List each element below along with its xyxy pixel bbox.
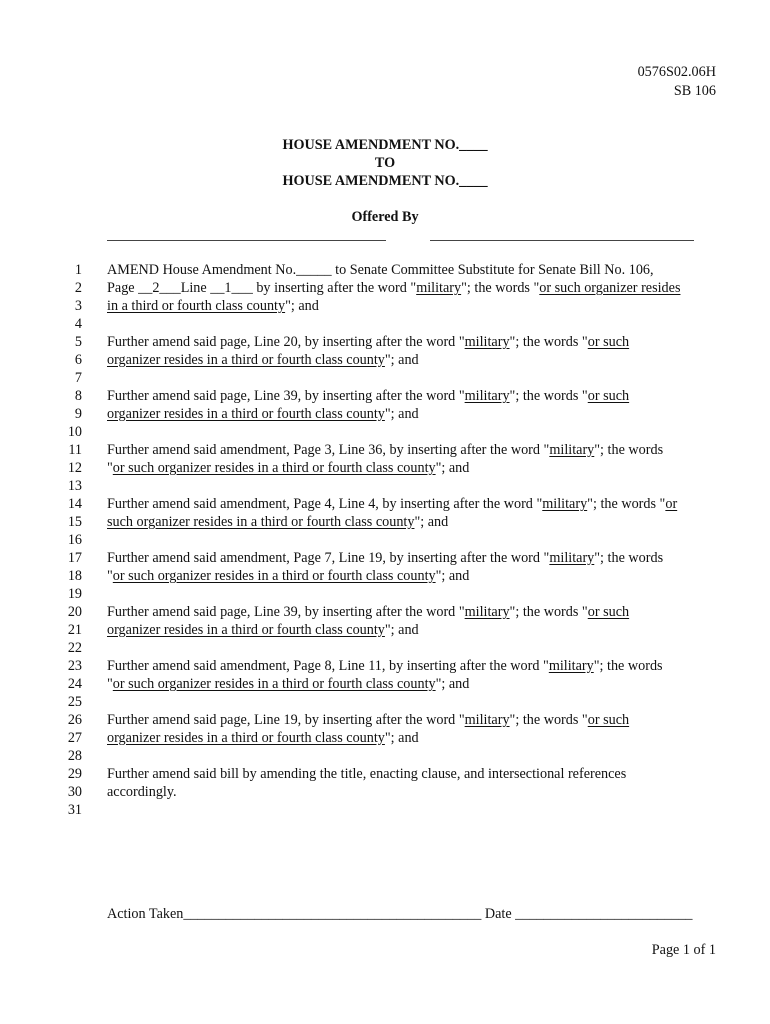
text-segment: Further amend said amendment, Page 3, Line 36, by inserting after the word "	[107, 442, 550, 458]
body-line	[107, 369, 722, 387]
text-segment: Further amend said page, Line 19, by inserting after the word "	[107, 712, 465, 728]
inserted-text: or such	[587, 388, 630, 404]
text-segment: "; and	[285, 298, 319, 314]
inserted-text: or such	[587, 334, 630, 350]
text-segment: "; the words "	[509, 712, 588, 728]
text-segment: Further amend said amendment, Page 8, Line 11, by inserting after the word "	[107, 658, 549, 674]
line-number: 8	[74, 388, 82, 404]
line-number: 27	[67, 730, 82, 746]
line-number: 19	[67, 586, 82, 602]
text-segment: "	[107, 568, 113, 584]
body-line	[107, 423, 722, 441]
inserted-text: military	[548, 658, 594, 674]
body-line	[107, 765, 722, 783]
body-line	[107, 315, 722, 333]
line-number: 21	[67, 622, 82, 638]
inserted-text: military	[464, 712, 510, 728]
line-number: 1	[74, 262, 82, 278]
line-number: 25	[67, 694, 82, 710]
line-number: 20	[67, 604, 82, 620]
line-number: 16	[67, 532, 82, 548]
line-number: 13	[67, 478, 82, 494]
text-segment: "; the words	[593, 658, 663, 674]
body-line	[107, 477, 722, 495]
text-segment: "; the words "	[461, 280, 540, 296]
body-line	[107, 495, 722, 513]
sponsor-signature-line-right	[430, 240, 694, 241]
body-line	[107, 801, 722, 819]
amendment-title: HOUSE AMENDMENT NO.____	[282, 137, 488, 153]
text-segment: "; and	[384, 352, 419, 368]
document-code: 0576S02.06H	[637, 64, 716, 80]
text-segment: Further amend said bill by amending the title, enacting clause, and intersectional references	[107, 766, 627, 782]
line-number: 28	[67, 748, 82, 764]
text-segment: "	[107, 460, 113, 476]
text-segment: Further amend said amendment, Page 7, Line 19, by inserting after the word "	[107, 550, 550, 566]
inserted-text: or such organizer resides in a third or fourth class county	[112, 568, 436, 584]
inserted-text: or such	[587, 712, 630, 728]
body-line	[107, 513, 722, 531]
inserted-text: military	[416, 280, 462, 296]
inserted-text: military	[464, 604, 510, 620]
body-line	[107, 747, 722, 765]
text-segment: "; the words "	[587, 496, 666, 512]
line-number: 4	[74, 316, 82, 332]
text-segment: AMEND House Amendment No._____ to Senate Committee Substitute for Senate Bill No. 106,	[107, 262, 654, 278]
inserted-text: military	[549, 550, 595, 566]
amendment-body	[107, 261, 722, 819]
line-number: 11	[68, 442, 82, 458]
text-segment: Further amend said amendment, Page 4, Line 4, by inserting after the word "	[107, 496, 543, 512]
inserted-text: or such organizer resides in a third or fourth class county	[112, 460, 436, 476]
body-line	[107, 603, 722, 621]
line-number: 10	[67, 424, 82, 440]
inserted-text: such organizer resides in a third or fourth class county	[107, 514, 415, 530]
body-line	[107, 567, 722, 585]
line-number: 17	[67, 550, 82, 566]
line-number: 26	[67, 712, 82, 728]
inserted-text: military	[549, 442, 595, 458]
text-segment: Further amend said page, Line 39, by inserting after the word "	[107, 388, 465, 404]
text-segment: "; and	[384, 730, 419, 746]
line-number: 5	[74, 334, 82, 350]
text-segment: Page __2___Line __1___ by inserting after the word "	[107, 280, 417, 296]
action-taken-date-line: Action Taken__________________________________________ Date _________________________	[107, 906, 693, 922]
inserted-text: organizer resides in a third or fourth class county	[107, 352, 385, 368]
inserted-text: military	[542, 496, 588, 512]
line-number: 9	[74, 406, 82, 422]
body-line	[107, 441, 722, 459]
text-segment: "; the words "	[509, 388, 588, 404]
text-segment: "; and	[384, 406, 419, 422]
line-number: 2	[74, 280, 82, 296]
line-number: 18	[67, 568, 82, 584]
line-number: 23	[67, 658, 82, 674]
body-line	[107, 531, 722, 549]
line-number: 14	[67, 496, 82, 512]
inserted-text: military	[464, 388, 510, 404]
text-segment: Further amend said page, Line 20, by inserting after the word "	[107, 334, 465, 350]
body-line	[107, 693, 722, 711]
page-number: Page 1 of 1	[651, 942, 716, 958]
text-segment: "; the words	[594, 550, 664, 566]
bill-number: SB 106	[673, 83, 716, 99]
text-segment: "; and	[414, 514, 449, 530]
text-segment: "; the words "	[509, 334, 588, 350]
body-line	[107, 333, 722, 351]
line-number: 22	[67, 640, 82, 656]
inserted-text: organizer resides in a third or fourth class county	[107, 406, 385, 422]
text-segment: "; the words	[594, 442, 664, 458]
body-line	[107, 261, 722, 279]
body-line	[107, 675, 722, 693]
line-number: 30	[67, 784, 82, 800]
text-segment: "; the words "	[509, 604, 588, 620]
line-number: 31	[67, 802, 82, 818]
line-numbers	[40, 261, 82, 819]
body-line	[107, 711, 722, 729]
body-line	[107, 405, 722, 423]
text-segment: Further amend said page, Line 39, by inserting after the word "	[107, 604, 465, 620]
body-line	[107, 729, 722, 747]
inserted-text: or such organizer resides	[539, 280, 681, 296]
inserted-text: organizer resides in a third or fourth class county	[107, 622, 385, 638]
body-line	[107, 621, 722, 639]
body-line	[107, 297, 722, 315]
body-line	[107, 351, 722, 369]
inserted-text: military	[464, 334, 510, 350]
body-line	[107, 549, 722, 567]
body-line	[107, 279, 722, 297]
body-line	[107, 657, 722, 675]
inserted-text: or such organizer resides in a third or fourth class county	[112, 676, 436, 692]
inserted-text: or	[665, 496, 678, 512]
line-number: 6	[74, 352, 82, 368]
body-line	[107, 783, 722, 801]
body-line	[107, 387, 722, 405]
amendment-title-target: HOUSE AMENDMENT NO.____	[282, 173, 488, 189]
offered-by-label: Offered By	[351, 209, 419, 225]
line-number: 15	[67, 514, 82, 530]
amendment-title-to: TO	[374, 155, 396, 171]
text-segment: "	[107, 676, 113, 692]
line-number: 7	[74, 370, 82, 386]
line-number: 3	[74, 298, 82, 314]
line-number: 29	[67, 766, 82, 782]
inserted-text: in a third or fourth class county	[107, 298, 286, 314]
inserted-text: or such	[587, 604, 630, 620]
sponsor-signature-line-left	[107, 240, 386, 241]
body-line	[107, 639, 722, 657]
text-segment: accordingly.	[107, 784, 177, 800]
text-segment: "; and	[435, 676, 470, 692]
body-line	[107, 585, 722, 603]
line-number: 24	[67, 676, 82, 692]
inserted-text: organizer resides in a third or fourth class county	[107, 730, 385, 746]
body-line	[107, 459, 722, 477]
line-number: 12	[67, 460, 82, 476]
text-segment: "; and	[384, 622, 419, 638]
text-segment: "; and	[435, 568, 470, 584]
text-segment: "; and	[435, 460, 470, 476]
